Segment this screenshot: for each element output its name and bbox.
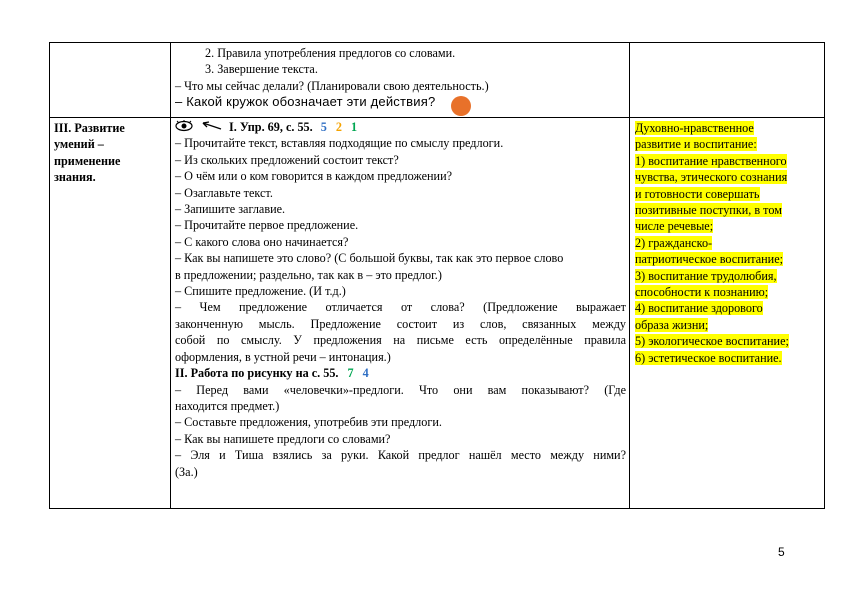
goal-line: Духовно-нравственное	[635, 121, 754, 135]
goal-line: 6) эстетическое воспитание.	[635, 350, 782, 365]
text-line: 2. Правила употребления предлогов со словами.	[205, 46, 456, 60]
text-line: – Озаглавьте текст.	[175, 185, 273, 200]
goal-line: 2) гражданско-	[635, 235, 713, 250]
goal-line: числе речевые;	[635, 219, 714, 234]
goal-line: 1) воспитание нравственного	[635, 153, 787, 168]
goals-cell	[630, 118, 825, 509]
task-number: 7	[347, 366, 354, 381]
task2-heading	[175, 365, 626, 381]
text-line: – Составьте предложения, употребив эти предлоги.	[175, 415, 442, 430]
stage-title-line: знания.	[54, 170, 96, 185]
goal-line: патриотическое воспитание;	[635, 252, 783, 267]
eye-icon	[175, 120, 193, 132]
text-line: – Чем предложение отличается от слова? (Предложение выражает	[175, 300, 626, 315]
text-line: собой по смыслу. У предложения на письме есть определённые правила	[175, 333, 626, 348]
stage-cell-empty	[50, 43, 171, 118]
text-line: – С какого слова оно начинается?	[175, 234, 349, 249]
stage-title-line: умений –	[54, 137, 104, 152]
goal-line: чувства, этического сознания	[635, 170, 788, 185]
goal-line: 4) воспитание здорового	[635, 301, 763, 316]
text-line: – Что мы сейчас делали? (Планировали свою деятельность.)	[175, 78, 489, 93]
text-line: 3. Завершение текста.	[205, 62, 318, 77]
text-line: законченную мысль. Предложение состоит из слов, связанных между	[175, 316, 626, 331]
text-line: – Какой кружок обозначает эти действия?	[175, 94, 436, 110]
text-line: – Прочитайте первое предложение.	[175, 218, 359, 233]
text-line: – Перед вами «человечки»-предлоги. Что они вам показывают? (Где	[175, 382, 626, 397]
goal-line: позитивные поступки, в том	[635, 203, 782, 218]
text-line: – Эля и Тиша взялись за руки. Какой предлог нашёл место между ними?	[175, 448, 626, 463]
stage-title-line: III. Развитие	[54, 121, 125, 135]
task-number: 5	[320, 120, 327, 134]
orange-circle-marker	[451, 96, 471, 116]
goal-line: и готовности совершать	[635, 186, 760, 201]
text-line: (За.)	[175, 464, 198, 479]
task2-title: II. Работа по рисунку на с. 55.	[175, 366, 339, 381]
table-row	[50, 118, 825, 509]
goal-line: образа жизни;	[635, 317, 709, 332]
task-number: 1	[351, 120, 358, 134]
content-cell	[171, 43, 630, 118]
text-line: находится предмет.)	[175, 398, 280, 413]
text-line: – Как вы напишете предлоги со словами?	[175, 431, 391, 446]
text-line: оформления, в устной речи – интонация.)	[175, 349, 391, 364]
stage-cell	[50, 118, 171, 509]
text-line: – Запишите заглавие.	[175, 202, 286, 217]
text-line: – Спишите предложение. (И т.д.)	[175, 284, 346, 299]
goal-line: 5) экологическое воспитание;	[635, 334, 789, 349]
task-number: 4	[362, 366, 369, 381]
goals-cell-empty	[630, 43, 825, 118]
exercise-heading	[175, 119, 626, 135]
goal-line: развитие и воспитание:	[635, 137, 757, 152]
stage-title-line: применение	[54, 153, 121, 168]
pen-icon	[201, 121, 223, 131]
table-row	[50, 43, 825, 118]
text-line: – О чём или о ком говорится в каждом предложении?	[175, 169, 453, 184]
text-line: в предложении; раздельно, так как в – это предлог.)	[175, 267, 442, 282]
text-line: – Из скольких предложений состоит текст?	[175, 152, 399, 167]
lesson-table	[49, 42, 825, 509]
task-number: 2	[335, 120, 342, 134]
goal-line: способности к познанию;	[635, 285, 769, 300]
text-line: – Как вы напишете это слово? (С большой буквы, так как это первое слово	[175, 251, 564, 266]
page-number: 5	[778, 545, 785, 559]
text-line: – Прочитайте текст, вставляя подходящие по смыслу предлоги.	[175, 136, 504, 151]
exercise-title: I. Упр. 69, с. 55.	[229, 120, 313, 134]
content-cell	[171, 118, 630, 509]
goal-line: 3) воспитание трудолюбия,	[635, 268, 777, 283]
